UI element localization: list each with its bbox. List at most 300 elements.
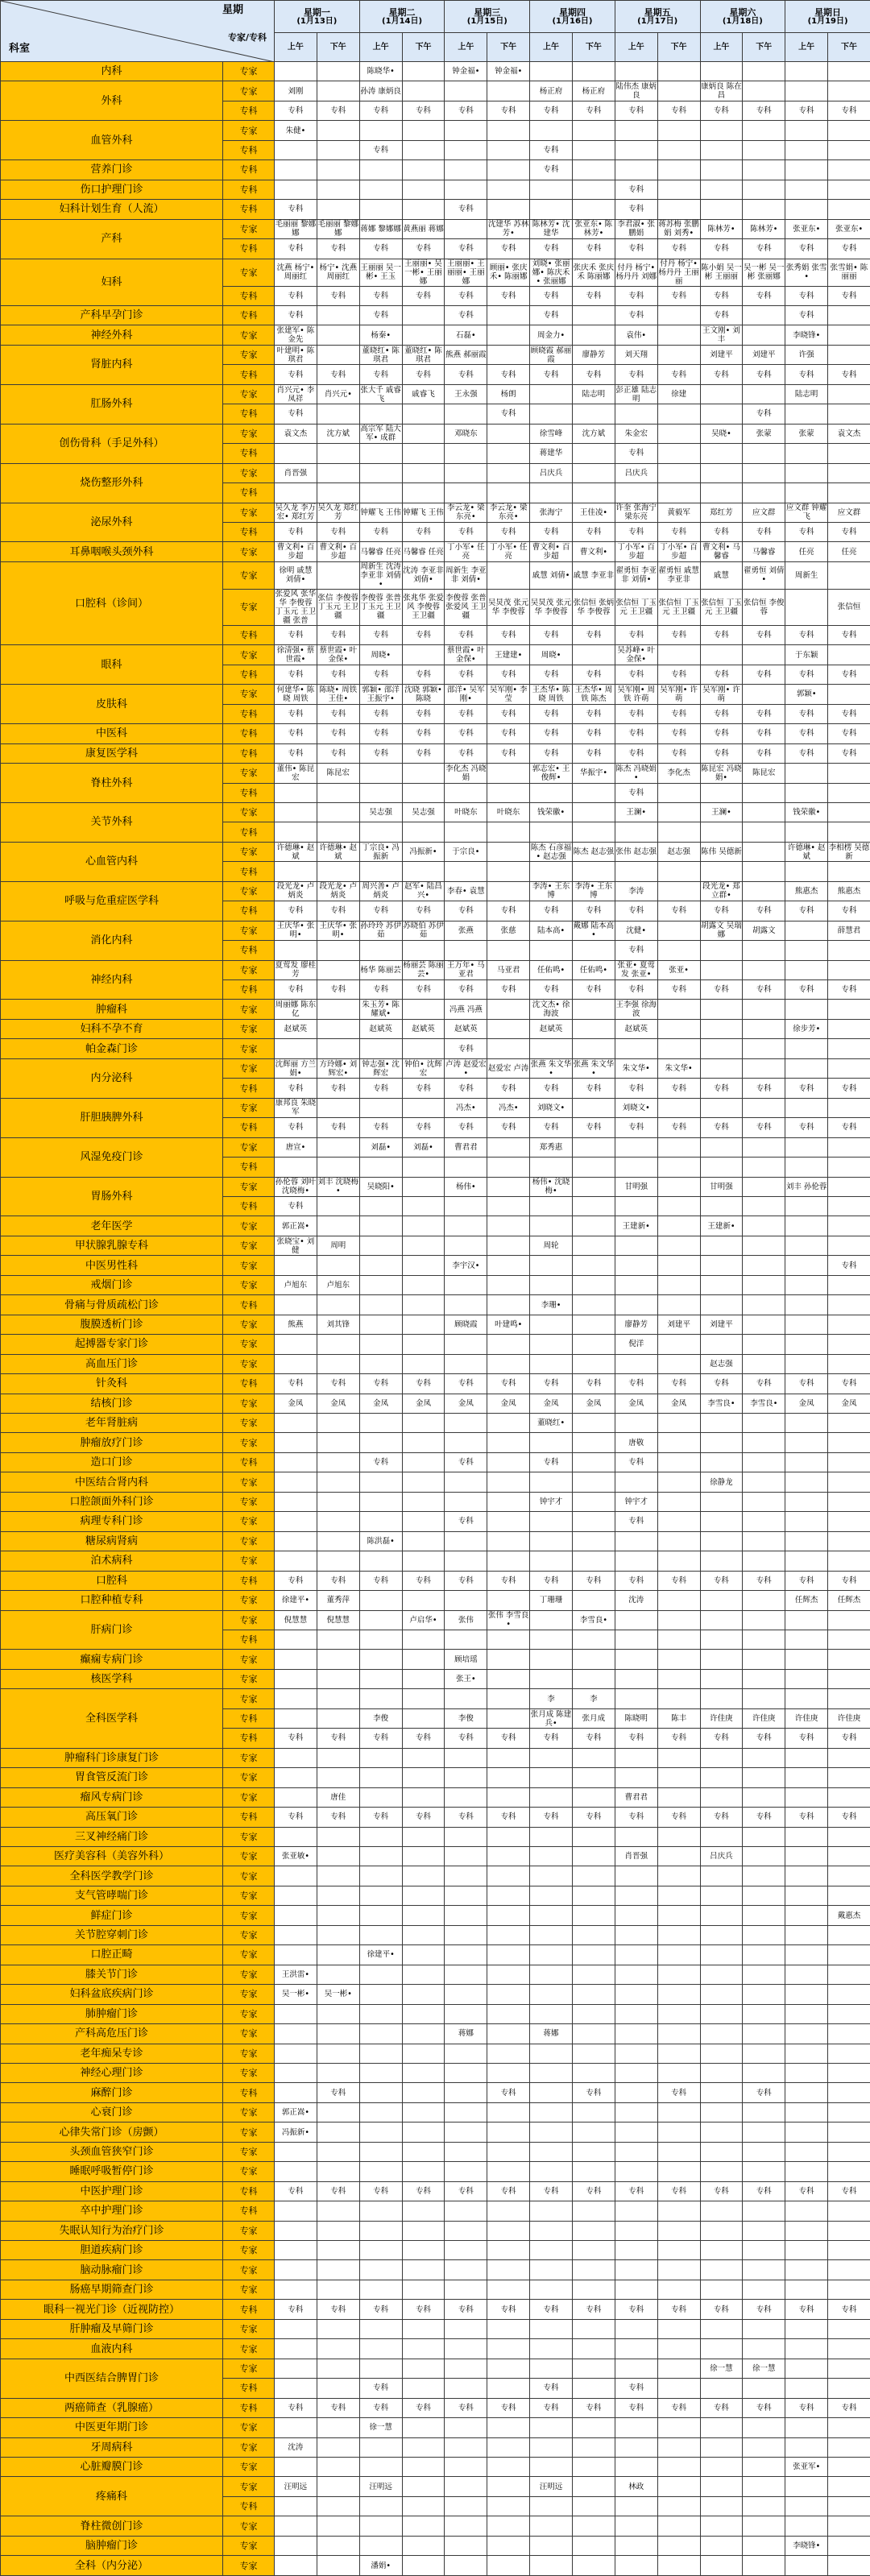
- schedule-cell: [275, 2339, 317, 2359]
- schedule-cell: 专科: [445, 2181, 487, 2201]
- schedule-cell: 孙伦蓉 刘叶 沈晓梅•: [275, 1177, 317, 1196]
- schedule-cell: [615, 1630, 657, 1649]
- schedule-cell: 专科: [657, 665, 700, 684]
- schedule-cell: [275, 1256, 317, 1275]
- schedule-cell: [828, 2418, 870, 2437]
- schedule-cell: [657, 2004, 700, 2023]
- schedule-cell: [275, 862, 317, 881]
- schedule-cell: 徐建: [657, 384, 700, 404]
- dept-name: 风湿免疫门诊: [1, 1137, 223, 1177]
- schedule-cell: [615, 1689, 657, 1708]
- schedule-cell: 陈丰: [657, 1708, 700, 1728]
- clinic-type: 专科: [223, 239, 275, 259]
- dept-name: 老年痴呆专诊: [1, 2044, 223, 2063]
- dept-name: 戒烟门诊: [1, 1275, 223, 1294]
- schedule-cell: [615, 2280, 657, 2299]
- schedule-cell: [402, 2280, 445, 2299]
- schedule-cell: [487, 2123, 530, 2142]
- schedule-cell: [657, 345, 700, 364]
- schedule-cell: 叶晓东: [487, 802, 530, 822]
- schedule-cell: [828, 1058, 870, 1078]
- schedule-cell: [700, 140, 743, 159]
- schedule-cell: 李化杰 冯晓娟: [445, 764, 487, 783]
- schedule-cell: 专科: [572, 1079, 615, 1098]
- schedule-cell: 许佳庚: [785, 1708, 828, 1728]
- schedule-cell: [785, 1492, 828, 1511]
- schedule-cell: 朱健•: [275, 121, 317, 140]
- schedule-cell: [445, 483, 487, 503]
- schedule-cell: [402, 1689, 445, 1708]
- schedule-cell: 赵志强: [700, 1354, 743, 1373]
- schedule-cell: 专科: [530, 1729, 573, 1748]
- schedule-cell: [275, 1906, 317, 1925]
- schedule-cell: 专科: [275, 522, 317, 541]
- dept-name: 口腔种植专科: [1, 1591, 223, 1610]
- schedule-cell: 专科: [359, 2398, 402, 2417]
- schedule-cell: [743, 1019, 785, 1038]
- schedule-cell: 专科: [572, 2083, 615, 2102]
- schedule-cell: [743, 1866, 785, 1886]
- table-row: [1, 2162, 870, 2181]
- table-row: [1, 2083, 870, 2102]
- schedule-cell: 专科: [275, 305, 317, 325]
- schedule-cell: 专科: [317, 2083, 359, 2102]
- clinic-type: 专家: [223, 1058, 275, 1078]
- schedule-cell: [657, 802, 700, 822]
- schedule-cell: [487, 2162, 530, 2181]
- schedule-cell: 专科: [487, 2398, 530, 2417]
- schedule-cell: 专科: [700, 901, 743, 921]
- schedule-cell: [700, 2280, 743, 2299]
- schedule-cell: [445, 1531, 487, 1551]
- dept-name: 肠癌早期筛查门诊: [1, 2280, 223, 2299]
- schedule-cell: [530, 2437, 573, 2457]
- schedule-cell: [402, 1985, 445, 2004]
- schedule-cell: 钱荣徽•: [785, 802, 828, 822]
- schedule-cell: [445, 2516, 487, 2536]
- schedule-cell: 郭正嵩•: [275, 2102, 317, 2122]
- schedule-cell: [487, 561, 530, 589]
- schedule-cell: [487, 1591, 530, 1610]
- schedule-cell: [530, 404, 573, 424]
- schedule-cell: 张海宁: [530, 503, 573, 522]
- corner-header: [1, 1, 275, 62]
- schedule-cell: 徐一慧: [700, 2359, 743, 2378]
- dept-name: 胃肠外科: [1, 1177, 223, 1216]
- schedule-cell: [530, 180, 573, 199]
- schedule-cell: [572, 1019, 615, 1038]
- schedule-cell: [530, 1787, 573, 1807]
- schedule-cell: 专科: [828, 625, 870, 644]
- schedule-cell: [317, 1945, 359, 1965]
- clinic-type: 专家: [223, 960, 275, 979]
- table-row: [1, 1925, 870, 1944]
- schedule-cell: [402, 1846, 445, 1866]
- schedule-cell: [700, 200, 743, 219]
- schedule-cell: 丁珊珊: [530, 1591, 573, 1610]
- schedule-cell: 张蒙: [785, 424, 828, 443]
- schedule-cell: [700, 1866, 743, 1886]
- schedule-cell: [530, 1039, 573, 1058]
- schedule-cell: 专科: [487, 286, 530, 305]
- clinic-type: 专科: [223, 1708, 275, 1728]
- schedule-cell: 胡露文 吴瑞娜: [700, 921, 743, 940]
- schedule-cell: [700, 2496, 743, 2516]
- schedule-cell: 专科: [743, 743, 785, 763]
- schedule-cell: [487, 424, 530, 443]
- clinic-type: 专家: [223, 1610, 275, 1630]
- schedule-cell: 专科: [275, 1079, 317, 1098]
- schedule-cell: 汪明远: [359, 2477, 402, 2496]
- schedule-cell: [530, 862, 573, 881]
- schedule-cell: [657, 2063, 700, 2082]
- schedule-cell: 专科: [743, 1118, 785, 1137]
- schedule-cell: 张信恒 丁玉元 王卫疆: [657, 589, 700, 625]
- schedule-cell: 专科: [359, 1374, 402, 1394]
- schedule-cell: 专科: [572, 239, 615, 259]
- schedule-cell: [615, 140, 657, 159]
- schedule-cell: [487, 783, 530, 802]
- schedule-cell: [828, 685, 870, 704]
- schedule-cell: [402, 1787, 445, 1807]
- schedule-cell: [317, 2004, 359, 2023]
- day-name: 星期五: [615, 8, 700, 17]
- schedule-cell: [487, 1492, 530, 1511]
- schedule-cell: [445, 2063, 487, 2082]
- schedule-cell: 专科: [445, 1118, 487, 1137]
- schedule-cell: [317, 2458, 359, 2477]
- schedule-cell: [487, 1925, 530, 1944]
- schedule-cell: [657, 2260, 700, 2280]
- schedule-cell: [445, 1158, 487, 1177]
- schedule-cell: [275, 140, 317, 159]
- schedule-cell: 陈林芳•: [743, 219, 785, 238]
- schedule-cell: [615, 2044, 657, 2063]
- schedule-cell: 专科: [657, 704, 700, 723]
- dept-name: 脑动脉瘤门诊: [1, 2260, 223, 2280]
- schedule-cell: 张亚• 夏莺发 张亚•: [615, 960, 657, 979]
- clinic-type: 专家: [223, 561, 275, 589]
- clinic-type: 专科: [223, 941, 275, 960]
- schedule-cell: 吴军刚• 李莹: [487, 685, 530, 704]
- schedule-cell: [743, 1945, 785, 1965]
- schedule-cell: [743, 1531, 785, 1551]
- clinic-type: 专家: [223, 1531, 275, 1551]
- schedule-cell: [445, 1689, 487, 1708]
- schedule-cell: [445, 81, 487, 101]
- schedule-cell: [785, 160, 828, 180]
- schedule-cell: 专科: [700, 1729, 743, 1748]
- schedule-cell: [657, 1669, 700, 1688]
- clinic-type: 专家: [223, 1768, 275, 1787]
- schedule-cell: [487, 305, 530, 325]
- schedule-cell: 专科: [530, 743, 573, 763]
- schedule-cell: 专科: [359, 743, 402, 763]
- schedule-cell: [275, 2556, 317, 2575]
- schedule-cell: 专科: [445, 901, 487, 921]
- schedule-cell: [657, 2024, 700, 2044]
- schedule-cell: 专科: [317, 704, 359, 723]
- schedule-cell: 王万年• 马亚君: [445, 960, 487, 979]
- schedule-cell: [572, 1354, 615, 1373]
- schedule-cell: [700, 1965, 743, 1984]
- schedule-cell: [743, 1689, 785, 1708]
- schedule-cell: [700, 783, 743, 802]
- schedule-cell: 专科: [657, 2181, 700, 2201]
- schedule-cell: [359, 483, 402, 503]
- schedule-cell: [572, 1650, 615, 1669]
- schedule-cell: 专科: [828, 286, 870, 305]
- schedule-cell: [828, 1748, 870, 1767]
- schedule-cell: [828, 2123, 870, 2142]
- schedule-cell: [359, 941, 402, 960]
- schedule-cell: [657, 1335, 700, 1354]
- dept-name: 血液内科: [1, 2339, 223, 2359]
- schedule-cell: 专科: [487, 2300, 530, 2319]
- schedule-cell: [359, 1256, 402, 1275]
- schedule-cell: [275, 1945, 317, 1965]
- schedule-cell: 董晓红• 陈琪君: [359, 345, 402, 364]
- schedule-cell: 专科: [487, 743, 530, 763]
- schedule-cell: 专科: [828, 239, 870, 259]
- schedule-cell: [487, 1216, 530, 1236]
- schedule-cell: [402, 1886, 445, 1905]
- schedule-cell: 翟勇恒 李亚非 刘倩•: [615, 561, 657, 589]
- schedule-cell: 专科: [743, 1374, 785, 1394]
- schedule-cell: [657, 1689, 700, 1708]
- schedule-cell: [359, 2437, 402, 2457]
- schedule-cell: [317, 2359, 359, 2378]
- schedule-cell: [785, 1098, 828, 1117]
- schedule-cell: 陈小娟 吴一彬 王丽丽: [700, 259, 743, 286]
- schedule-cell: [828, 1492, 870, 1511]
- table-row: [1, 1945, 870, 1965]
- schedule-cell: [317, 862, 359, 881]
- schedule-cell: [317, 1630, 359, 1649]
- schedule-cell: 专科: [785, 1079, 828, 1098]
- schedule-cell: [828, 960, 870, 979]
- schedule-cell: [487, 1452, 530, 1472]
- schedule-cell: [615, 1827, 657, 1846]
- schedule-cell: 许奎 张海宁 梁东亮: [615, 503, 657, 522]
- table-row: [1, 2516, 870, 2536]
- schedule-cell: [487, 1866, 530, 1886]
- schedule-cell: 专科: [828, 2300, 870, 2319]
- schedule-cell: [743, 1039, 785, 1058]
- schedule-cell: [317, 783, 359, 802]
- schedule-cell: [275, 1827, 317, 1846]
- schedule-cell: [445, 1630, 487, 1649]
- schedule-cell: [359, 1414, 402, 1433]
- schedule-cell: [359, 862, 402, 881]
- table-row: [1, 881, 870, 901]
- schedule-cell: 金凤: [317, 1394, 359, 1413]
- schedule-cell: [828, 160, 870, 180]
- schedule-cell: 薛慧君: [828, 921, 870, 940]
- schedule-cell: 专科: [487, 404, 530, 424]
- schedule-cell: [572, 2102, 615, 2122]
- schedule-cell: 马馨睿 任亮: [402, 542, 445, 561]
- schedule-cell: [402, 180, 445, 199]
- table-row: [1, 1394, 870, 1413]
- clinic-type: 专科: [223, 1079, 275, 1098]
- schedule-cell: [402, 1630, 445, 1649]
- schedule-cell: [743, 2241, 785, 2260]
- clinic-type: 专家: [223, 1827, 275, 1846]
- am-header: 上午: [275, 33, 317, 62]
- schedule-cell: [785, 1945, 828, 1965]
- schedule-cell: [657, 2418, 700, 2437]
- schedule-cell: [785, 2024, 828, 2044]
- schedule-cell: [828, 2142, 870, 2161]
- schedule-cell: [275, 1787, 317, 1807]
- schedule-cell: [402, 1906, 445, 1925]
- schedule-cell: [828, 2102, 870, 2122]
- schedule-cell: [785, 1965, 828, 1984]
- schedule-cell: 陈晓• 周铁 王佳•: [317, 685, 359, 704]
- day-date: (1月17日): [615, 17, 700, 26]
- schedule-cell: [317, 2024, 359, 2044]
- schedule-cell: [572, 140, 615, 159]
- schedule-cell: [445, 1492, 487, 1511]
- dept-name: 针灸科: [1, 1374, 223, 1394]
- schedule-cell: [700, 2339, 743, 2359]
- schedule-cell: [828, 1551, 870, 1571]
- schedule-cell: 专科: [828, 2398, 870, 2417]
- schedule-cell: [615, 2083, 657, 2102]
- table-row: [1, 2024, 870, 2044]
- schedule-cell: [275, 1866, 317, 1886]
- schedule-cell: [530, 2418, 573, 2437]
- schedule-cell: 沈方斌: [317, 424, 359, 443]
- schedule-cell: 专科: [487, 239, 530, 259]
- schedule-cell: 李涛• 王东博: [530, 881, 573, 901]
- schedule-cell: 叶建鸣•: [487, 1315, 530, 1334]
- schedule-cell: 吴炅茂 张元华 李俊蓉: [530, 589, 573, 625]
- schedule-cell: [700, 1906, 743, 1925]
- schedule-cell: [530, 1846, 573, 1866]
- schedule-cell: 任亮: [785, 542, 828, 561]
- schedule-cell: [530, 2004, 573, 2023]
- schedule-cell: [402, 160, 445, 180]
- schedule-cell: [657, 160, 700, 180]
- dept-name: 妇科: [1, 259, 223, 305]
- schedule-cell: 专科: [828, 2181, 870, 2201]
- schedule-cell: [317, 2280, 359, 2299]
- schedule-cell: [402, 2142, 445, 2161]
- schedule-cell: 吕庆兵: [615, 463, 657, 482]
- schedule-cell: [317, 1748, 359, 1767]
- schedule-cell: [317, 444, 359, 463]
- schedule-cell: 丁小军• 百步超: [615, 542, 657, 561]
- schedule-cell: [402, 1866, 445, 1886]
- schedule-cell: [785, 2083, 828, 2102]
- schedule-cell: 专科: [700, 1118, 743, 1137]
- schedule-cell: [530, 384, 573, 404]
- schedule-cell: [530, 1768, 573, 1787]
- schedule-cell: 专科: [359, 365, 402, 384]
- schedule-cell: [445, 2458, 487, 2477]
- schedule-cell: [657, 2123, 700, 2142]
- schedule-cell: [657, 1295, 700, 1315]
- schedule-cell: [657, 2556, 700, 2575]
- schedule-cell: [743, 1846, 785, 1866]
- schedule-cell: 专科: [275, 1374, 317, 1394]
- schedule-cell: 专科: [572, 665, 615, 684]
- schedule-cell: [487, 463, 530, 482]
- dept-name: 失眠认知行为治疗门诊: [1, 2221, 223, 2240]
- schedule-cell: [700, 121, 743, 140]
- schedule-cell: 王庆华• 张明•: [275, 921, 317, 940]
- schedule-cell: [572, 1965, 615, 1984]
- schedule-cell: 专科: [615, 1452, 657, 1472]
- schedule-cell: [615, 822, 657, 842]
- schedule-cell: [487, 81, 530, 101]
- schedule-cell: [743, 1591, 785, 1610]
- schedule-cell: [402, 2083, 445, 2102]
- type-label: 专家/专科: [222, 33, 273, 42]
- clinic-type: 专科: [223, 625, 275, 644]
- schedule-cell: [317, 1551, 359, 1571]
- schedule-cell: [700, 2241, 743, 2260]
- schedule-cell: 王杰华• 陈晓 周铁: [530, 685, 573, 704]
- schedule-cell: 吴苏峰• 叶金保•: [615, 645, 657, 665]
- schedule-cell: [359, 1985, 402, 2004]
- schedule-cell: [317, 2536, 359, 2555]
- schedule-cell: [530, 1669, 573, 1688]
- schedule-cell: 王文刚• 刘丰: [700, 325, 743, 345]
- schedule-cell: 专科: [615, 2398, 657, 2417]
- schedule-cell: [657, 1985, 700, 2004]
- schedule-cell: [785, 1433, 828, 1452]
- schedule-cell: [530, 1827, 573, 1846]
- schedule-cell: 专科: [359, 522, 402, 541]
- schedule-cell: [317, 2339, 359, 2359]
- schedule-cell: [785, 1137, 828, 1157]
- schedule-cell: 专科: [530, 140, 573, 159]
- schedule-cell: [402, 1158, 445, 1177]
- schedule-cell: [402, 2359, 445, 2378]
- schedule-cell: 专科: [657, 625, 700, 644]
- schedule-cell: 专科: [275, 1118, 317, 1137]
- schedule-cell: [317, 1866, 359, 1886]
- table-row: [1, 1335, 870, 1354]
- schedule-cell: [828, 62, 870, 81]
- schedule-cell: [317, 1768, 359, 1787]
- schedule-cell: 专科: [572, 1729, 615, 1748]
- schedule-cell: [785, 2063, 828, 2082]
- schedule-cell: [657, 645, 700, 665]
- schedule-cell: [785, 1315, 828, 1334]
- schedule-cell: [275, 2083, 317, 2102]
- schedule-cell: [572, 2004, 615, 2023]
- schedule-cell: [615, 862, 657, 881]
- schedule-cell: 段光龙• 郑立群•: [700, 881, 743, 901]
- clinic-type: 专家: [223, 842, 275, 861]
- schedule-cell: [402, 2477, 445, 2496]
- schedule-cell: 专科: [275, 2398, 317, 2417]
- schedule-cell: 专科: [743, 239, 785, 259]
- schedule-cell: 顾晓霞: [445, 1315, 487, 1334]
- schedule-cell: [487, 1019, 530, 1038]
- schedule-cell: [530, 1216, 573, 1236]
- dept-name: 中西医结合脾胃门诊: [1, 2359, 223, 2398]
- clinic-type: 专家: [223, 1394, 275, 1413]
- schedule-cell: 袁文杰: [275, 424, 317, 443]
- schedule-cell: [700, 645, 743, 665]
- schedule-cell: 赵斌英: [402, 1019, 445, 1038]
- am-header: 上午: [785, 33, 828, 62]
